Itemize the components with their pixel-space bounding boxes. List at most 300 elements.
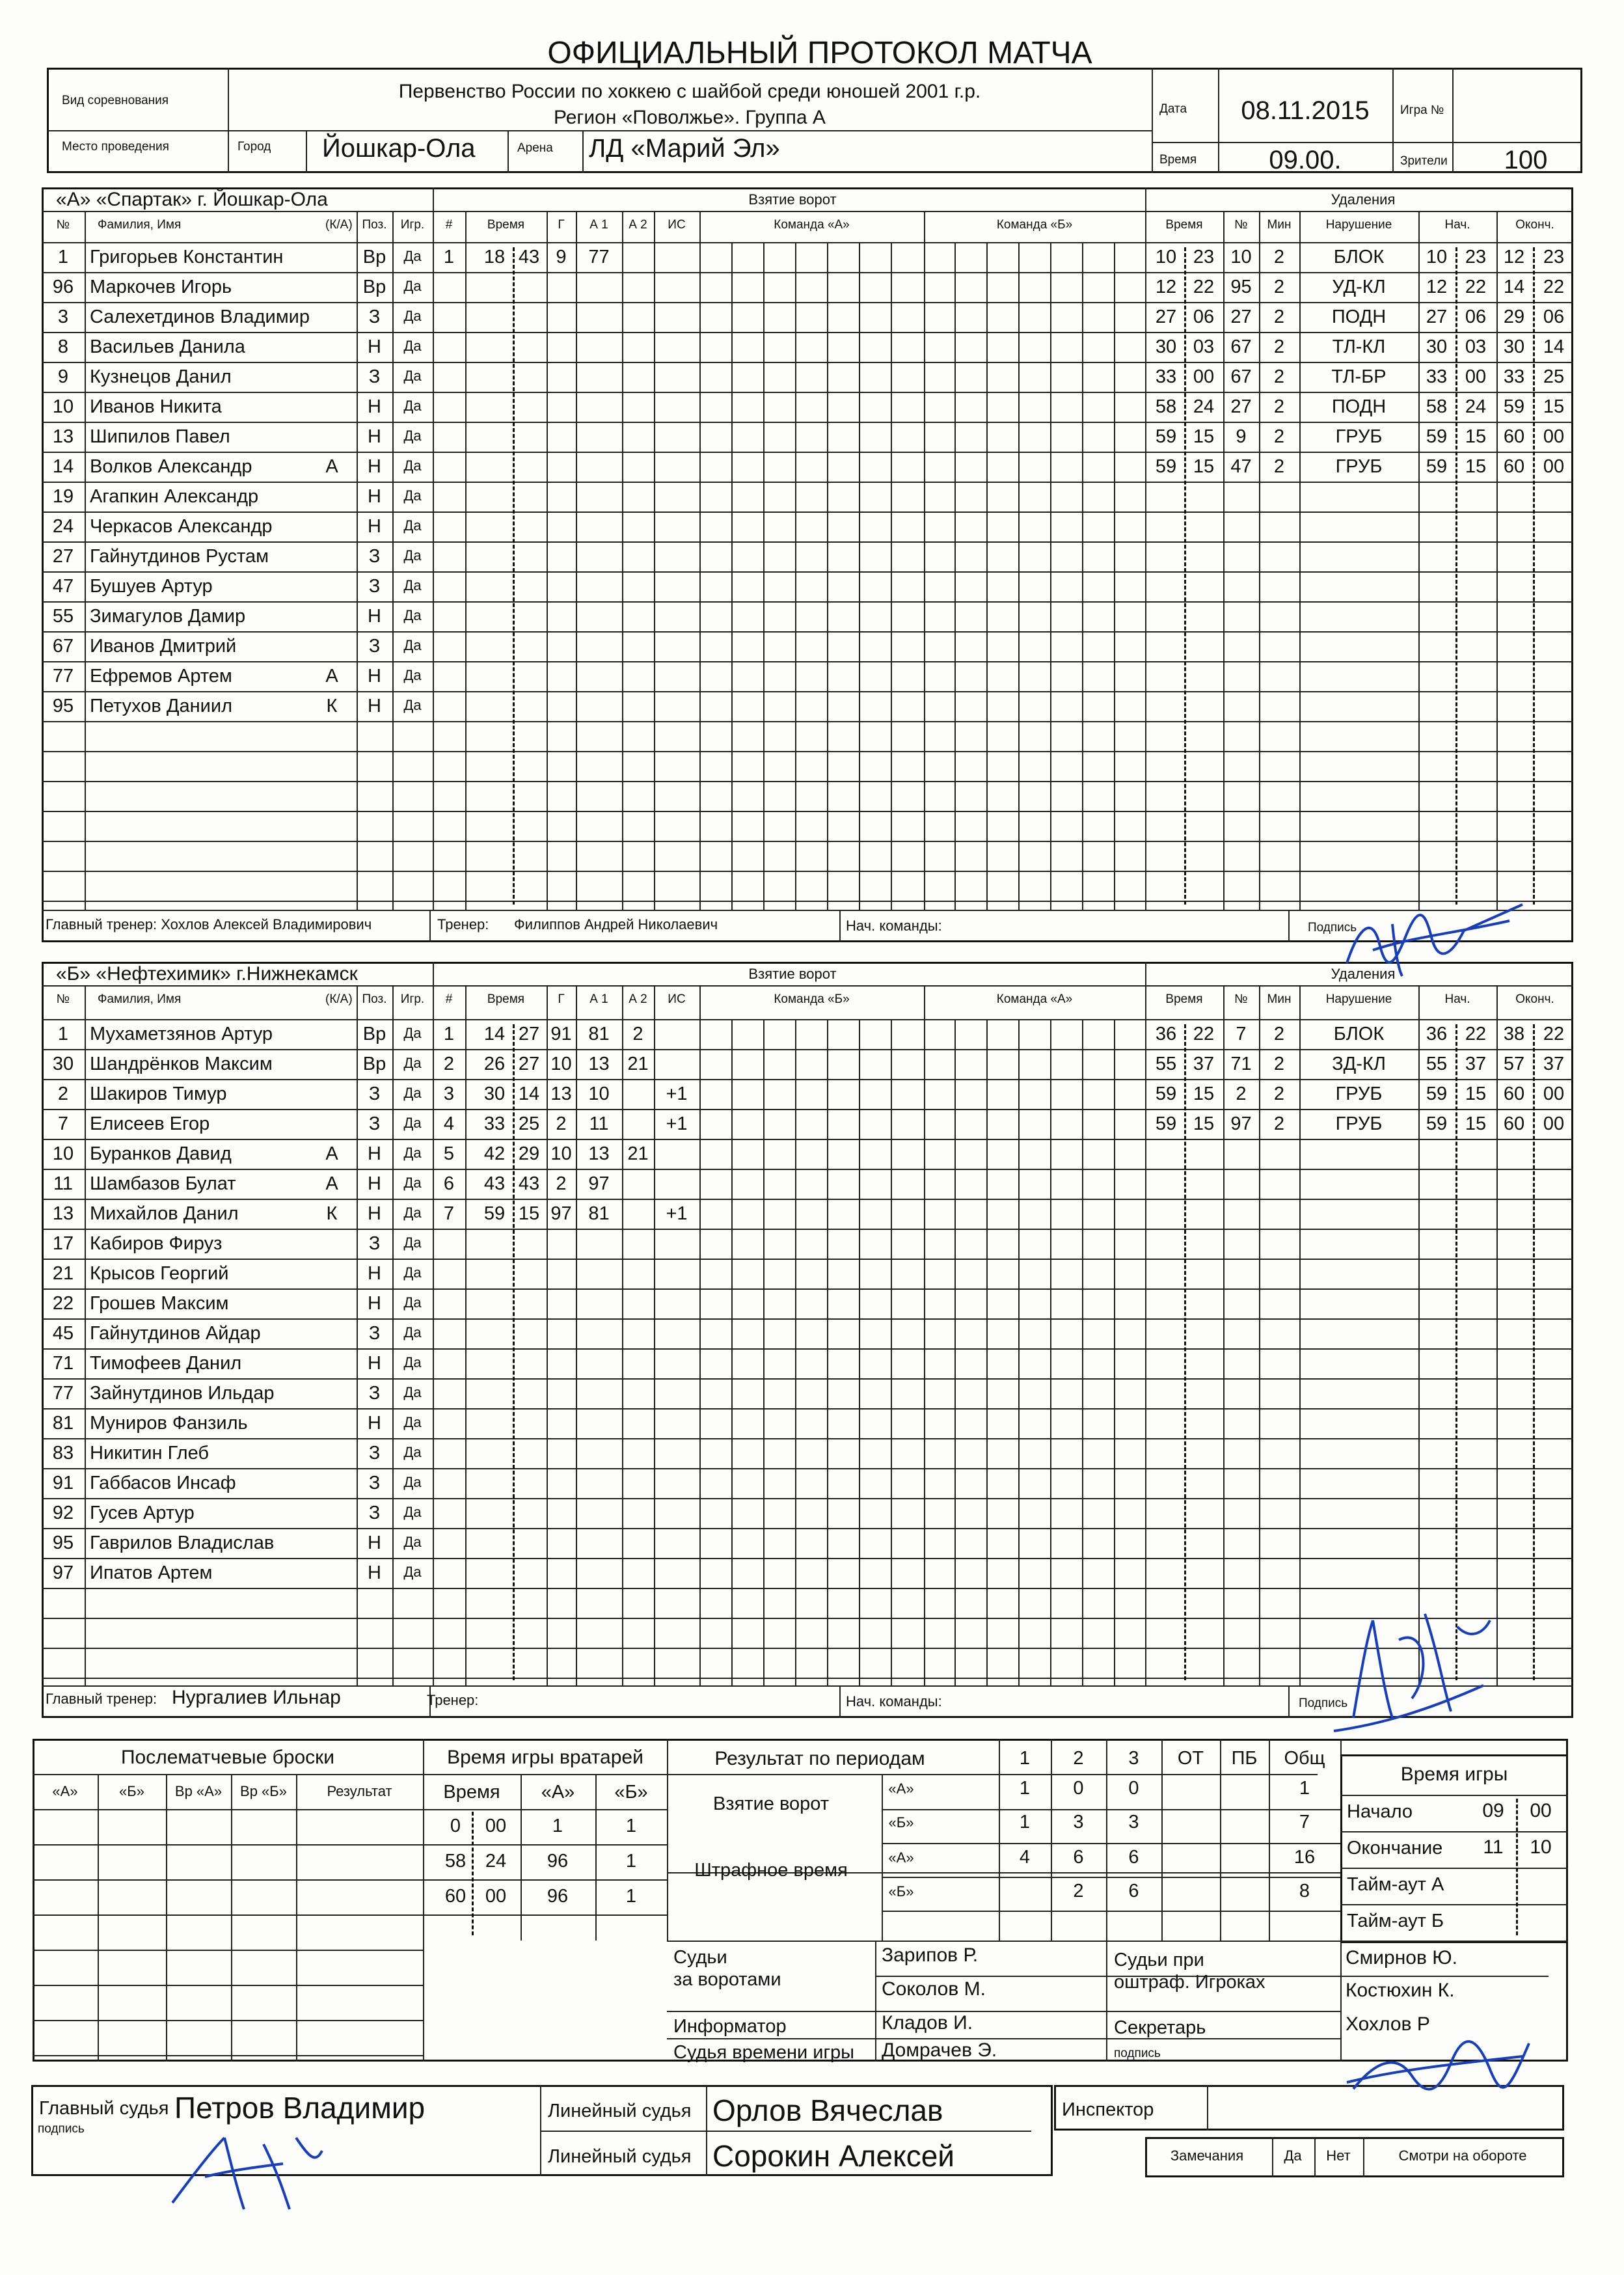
grid-line <box>667 1941 1340 1942</box>
date-label: Дата <box>1159 102 1187 116</box>
player-number: 9 <box>57 366 69 387</box>
header-pen-end: Оконч. <box>1515 218 1554 232</box>
penalty-minute: 55 <box>1155 1054 1177 1074</box>
competition-line1: Первенство России по хоккею с шайбой среди юношей 2001 г.р. <box>398 81 981 102</box>
penalty-infraction: ПОДН <box>1331 396 1387 417</box>
player-played: Да <box>403 1354 422 1370</box>
grid-line <box>1207 2085 1208 2131</box>
grid-line <box>357 211 358 910</box>
player-position: Н <box>368 666 381 687</box>
penbox-judge-2: Костюхин К. <box>1346 1980 1455 2001</box>
goal-assist1: 13 <box>588 1143 610 1164</box>
shootout-col: «Б» <box>119 1783 144 1799</box>
player-number: 55 <box>52 606 74 627</box>
player-played: Да <box>403 1294 422 1311</box>
penalty-infraction: ГРУБ <box>1335 1113 1383 1134</box>
goal-number: 3 <box>443 1083 455 1104</box>
grid-line <box>42 1199 1573 1200</box>
penalty-minute: 12 <box>1155 277 1177 297</box>
player-number: 83 <box>52 1443 74 1464</box>
grid-line <box>875 1941 876 2062</box>
time-separator <box>513 1024 515 1680</box>
timeout-b-label: Тайм-аут Б <box>1347 1911 1444 1931</box>
player-captain-mark: К <box>326 1203 338 1224</box>
grid-line <box>1145 962 1146 1685</box>
player-name: Елисеев Егор <box>90 1113 210 1134</box>
grid-line <box>33 1950 423 1951</box>
player-name: Грошев Максим <box>90 1293 229 1314</box>
goal-minute: 42 <box>483 1143 506 1164</box>
player-position: Н <box>368 1203 381 1224</box>
period-value: 1 <box>1019 1812 1031 1832</box>
period-value: 4 <box>1019 1847 1031 1868</box>
player-name: Кузнецов Данил <box>90 366 232 387</box>
header-goal-num: # <box>445 218 453 232</box>
goal-minute: 59 <box>483 1203 506 1224</box>
player-number: 3 <box>57 307 69 327</box>
header-pen-time: Время <box>1165 992 1203 1006</box>
player-name: Михайлов Данил <box>90 1203 239 1224</box>
player-played: Да <box>403 278 422 294</box>
header-infraction: Нарушение <box>1325 218 1392 232</box>
signature-team-a <box>1334 898 1529 983</box>
time-separator <box>1184 1024 1186 1680</box>
header-pen-start: Нач. <box>1444 992 1470 1006</box>
player-played: Да <box>403 1474 422 1490</box>
penalty-end-second: 00 <box>1543 1113 1565 1134</box>
penalty-start-second: 15 <box>1465 426 1487 447</box>
gk-team-a: 96 <box>547 1851 569 1872</box>
goals-title: Взятие ворот <box>748 191 837 208</box>
grid-line <box>1299 985 1301 1685</box>
goals-label: Взятие ворот <box>712 1793 830 1814</box>
grid-line <box>1496 985 1498 1685</box>
arena-value: ЛД «Марий Эл» <box>589 134 780 163</box>
penalty-minutes: 2 <box>1273 456 1285 477</box>
player-position: Вр <box>362 277 386 297</box>
header-gk-team2: Команда «Б» <box>996 218 1073 232</box>
period-result-title: Результат по периодам <box>714 1748 925 1769</box>
penalty-minutes: 2 <box>1273 1113 1285 1134</box>
player-position: Н <box>368 396 381 417</box>
player-name: Ипатов Артем <box>90 1562 213 1583</box>
grid-line <box>42 841 1573 842</box>
penalty-minutes: 2 <box>1273 247 1285 267</box>
player-played: Да <box>403 1055 422 1071</box>
player-number: 95 <box>52 1533 74 1553</box>
grid-line <box>1340 1904 1568 1905</box>
player-played: Да <box>403 1324 422 1341</box>
time-separator <box>1533 247 1535 905</box>
inspector-label: Инспектор <box>1062 2099 1154 2120</box>
grid-line <box>954 242 956 910</box>
player-position: З <box>368 307 381 327</box>
player-number: 71 <box>52 1353 74 1374</box>
penalty-end-second: 22 <box>1543 277 1565 297</box>
grid-line <box>1340 1941 1568 1942</box>
penalty-player: 9 <box>1236 426 1247 447</box>
goal-number: 4 <box>443 1113 455 1134</box>
goal-assist1: 77 <box>588 247 610 267</box>
penalty-end-minute: 57 <box>1503 1054 1525 1074</box>
grid-line <box>85 211 86 910</box>
grid-line <box>42 1318 1573 1320</box>
period-team-label: «Б» <box>888 1883 914 1900</box>
player-position: Н <box>368 1413 381 1434</box>
penalty-minutes: 2 <box>1273 426 1285 447</box>
penalty-second: 24 <box>1193 396 1215 417</box>
grid-line <box>357 985 358 1685</box>
penalty-minute: 59 <box>1155 456 1177 477</box>
grid-line <box>33 1879 423 1881</box>
grid-line <box>42 422 1573 423</box>
period-value: 6 <box>1128 1847 1139 1868</box>
penalty-end-minute: 59 <box>1503 396 1525 417</box>
header-pen-num: № <box>1234 992 1248 1006</box>
grid-line <box>42 601 1573 603</box>
gk-team-a: 1 <box>552 1816 563 1836</box>
grid-line <box>42 362 1573 363</box>
grid-line <box>433 962 434 1685</box>
penalty-minute: 58 <box>1155 396 1177 417</box>
player-name: Зимагулов Дамир <box>90 606 246 627</box>
penalty-end-minute: 60 <box>1503 426 1525 447</box>
time-separator <box>1516 1799 1518 1935</box>
player-number: 11 <box>53 1173 74 1194</box>
header-assist1: А 1 <box>589 992 608 1006</box>
player-played: Да <box>403 338 422 354</box>
goal-number: 1 <box>443 247 455 267</box>
grid-line <box>33 1774 1318 1775</box>
linesman-1: Орлов Вячеслав <box>712 2093 943 2127</box>
penalty-end-minute: 60 <box>1503 1083 1525 1104</box>
grid-line <box>1018 1019 1020 1685</box>
chief-referee-label: Главный судья <box>39 2098 169 2119</box>
grid-line <box>547 211 548 910</box>
penalty-second: 06 <box>1193 307 1215 327</box>
grid-line <box>423 1739 424 2062</box>
penalty-second: 03 <box>1193 336 1215 357</box>
player-number: 21 <box>52 1263 74 1284</box>
player-name: Григорьев Константин <box>90 247 284 267</box>
gk-time-col: «А» <box>541 1782 575 1803</box>
grid-line <box>98 1774 99 2062</box>
arena-label: Арена <box>517 141 553 155</box>
header-assist1: А 1 <box>589 218 608 232</box>
grid-line <box>42 272 1573 273</box>
player-number: 47 <box>52 576 74 597</box>
penbox-label-2: оштраф. Игроках <box>1114 1972 1265 1993</box>
goal-situation: +1 <box>666 1083 688 1104</box>
venue-label: Место проведения <box>62 140 169 154</box>
player-name: Бушуев Артур <box>90 576 213 597</box>
goal-number: 5 <box>443 1143 455 1164</box>
player-name: Волков Александр <box>90 456 252 477</box>
player-name: Маркочев Игорь <box>90 277 232 297</box>
penalty-end-minute: 30 <box>1503 336 1525 357</box>
grid-line <box>954 1019 956 1685</box>
penalty-start-minute: 59 <box>1426 456 1448 477</box>
penalty-second: 23 <box>1193 247 1215 267</box>
penalty-start-second: 23 <box>1465 247 1487 267</box>
shootout-col: Вр «Б» <box>240 1783 287 1799</box>
header-goal-scorer: Г <box>558 218 565 232</box>
goal-assist1: 97 <box>588 1173 610 1194</box>
penalties-title: Удаления <box>1331 191 1396 208</box>
grid-line <box>1418 211 1420 910</box>
player-position: Вр <box>362 1024 386 1044</box>
player-number: 45 <box>52 1323 74 1344</box>
penalty-end-minute: 38 <box>1503 1024 1525 1044</box>
grid-line <box>1418 985 1420 1685</box>
player-position: Н <box>368 1353 381 1374</box>
gk-team-b: 1 <box>625 1851 637 1872</box>
remarks-no: Нет <box>1326 2147 1351 2164</box>
player-played: Да <box>403 1025 422 1041</box>
linesman-label-2: Линейный судья <box>548 2146 692 2167</box>
player-position: Н <box>368 516 381 537</box>
goal-number: 2 <box>443 1054 455 1074</box>
penalty-start-minute: 33 <box>1426 366 1448 387</box>
time-separator <box>1184 247 1186 905</box>
head-coach-b: Нургалиев Ильнар <box>172 1687 341 1708</box>
period-col: Общ <box>1284 1748 1325 1769</box>
grid-line <box>33 2020 423 2021</box>
header-ka: (К/А) <box>325 218 353 232</box>
grid-line <box>1272 2137 1273 2177</box>
player-played: Да <box>403 1414 422 1430</box>
grid-line <box>763 242 765 910</box>
period-value: 1 <box>1299 1778 1310 1799</box>
grid-line <box>42 1019 1573 1020</box>
grid-line <box>33 1914 423 1916</box>
grid-line <box>986 1019 988 1685</box>
grid-line <box>42 452 1573 453</box>
header-pen-num: № <box>1234 218 1248 232</box>
header-gk-team2: Команда «А» <box>996 992 1073 1006</box>
grid-line <box>42 721 1573 722</box>
goal-second: 29 <box>518 1143 540 1164</box>
header-gk-team1: Команда «Б» <box>774 992 850 1006</box>
penalty-second: 15 <box>1193 1083 1215 1104</box>
goal-assist2: 21 <box>627 1054 649 1074</box>
header-assist2: А 2 <box>629 992 647 1006</box>
header-pos: Поз. <box>362 992 387 1006</box>
grid-line <box>1496 211 1498 910</box>
player-number: 19 <box>52 486 74 507</box>
informer: Кладов И. <box>882 2012 973 2034</box>
goal-minute: 43 <box>483 1173 506 1194</box>
grid-line <box>1299 211 1301 910</box>
grid-line <box>42 392 1573 393</box>
start-minute: 00 <box>1530 1800 1552 1821</box>
penalty-second: 00 <box>1193 366 1215 387</box>
player-position: З <box>368 366 381 387</box>
penalty-end-second: 14 <box>1543 336 1565 357</box>
goal-second: 25 <box>518 1113 540 1134</box>
header-game-situation: ИС <box>668 992 686 1006</box>
grid-line <box>827 1019 828 1685</box>
player-position: З <box>368 1233 381 1254</box>
chief-referee: Петров Владимир <box>174 2091 426 2125</box>
timekeeper: Домрачев Э. <box>882 2039 997 2061</box>
team-manager-label-b: Нач. команды: <box>846 1693 942 1710</box>
grid-line <box>42 1348 1573 1350</box>
penalty-end-second: 00 <box>1543 426 1565 447</box>
linesman-label-1: Линейный судья <box>548 2101 692 2121</box>
player-position: Н <box>368 1562 381 1583</box>
penalty-start-minute: 59 <box>1426 426 1448 447</box>
penalty-end-second: 15 <box>1543 396 1565 417</box>
grid-line <box>42 1229 1573 1230</box>
penalty-minutes: 2 <box>1273 1024 1285 1044</box>
grid-line <box>1223 985 1225 1685</box>
goal-minute: 14 <box>483 1024 506 1044</box>
player-number: 67 <box>52 636 74 657</box>
time-value: 09.00. <box>1269 146 1342 174</box>
grid-line <box>891 242 892 910</box>
player-name: Черкасов Александр <box>90 516 273 537</box>
player-position: Вр <box>362 247 386 267</box>
goal-second: 15 <box>518 1203 540 1224</box>
player-position: З <box>368 1473 381 1493</box>
goal-scorer: 13 <box>550 1083 572 1104</box>
penalty-minutes: 2 <box>1273 1054 1285 1074</box>
penalty-end-minute: 60 <box>1503 1113 1525 1134</box>
penalty-end-second: 06 <box>1543 307 1565 327</box>
player-name: Гайнутдинов Рустам <box>90 546 269 567</box>
player-name: Агапкин Александр <box>90 486 259 507</box>
penalty-second: 22 <box>1193 1024 1215 1044</box>
player-captain-mark: А <box>325 666 338 687</box>
grid-line <box>42 1109 1573 1110</box>
penalty-infraction: ГРУБ <box>1335 456 1383 477</box>
grid-line <box>827 242 828 910</box>
player-position: Н <box>368 1533 381 1553</box>
grid-line <box>42 541 1573 543</box>
grid-line <box>42 1288 1573 1290</box>
goal-second: 43 <box>518 1173 540 1194</box>
player-name: Шамбазов Булат <box>90 1173 236 1194</box>
remarks-see-back: Смотри на обороте <box>1398 2147 1527 2164</box>
player-position: Вр <box>362 1054 386 1074</box>
player-name: Петухов Даниил <box>90 696 232 716</box>
penalty-player: 71 <box>1230 1054 1252 1074</box>
protocol-title: ОФИЦИАЛЬНЫЙ ПРОТОКОЛ МАТЧА <box>547 36 1092 70</box>
grid-line <box>882 1809 1340 1810</box>
grid-line <box>42 811 1573 812</box>
player-played: Да <box>403 1534 422 1550</box>
penalty-infraction: ГРУБ <box>1335 426 1383 447</box>
secretary-sign-label: подпись <box>1114 2047 1161 2060</box>
penalty-minutes: 2 <box>1273 366 1285 387</box>
grid-line <box>42 985 1573 987</box>
player-position: З <box>368 1503 381 1523</box>
goal-situation: +1 <box>666 1203 688 1224</box>
grid-line <box>423 1879 667 1881</box>
player-played: Да <box>403 1115 422 1131</box>
penalty-start-minute: 59 <box>1426 1113 1448 1134</box>
player-name: Шакиров Тимур <box>90 1083 227 1104</box>
penalty-minutes: 2 <box>1273 336 1285 357</box>
penalties-title: Удаления <box>1331 966 1396 982</box>
penalty-start-minute: 58 <box>1426 396 1448 417</box>
period-value: 0 <box>1128 1778 1139 1799</box>
grid-line <box>42 332 1573 333</box>
header-played: Игр. <box>400 992 425 1006</box>
grid-line <box>540 2131 1031 2132</box>
goal-minute: 26 <box>483 1054 506 1074</box>
time-separator <box>472 1812 474 1935</box>
header-name: Фамилия, Имя <box>98 218 182 232</box>
player-played: Да <box>403 1264 422 1281</box>
grid-line <box>423 1844 667 1846</box>
player-number: 92 <box>52 1503 74 1523</box>
goal-scorer: 9 <box>556 247 567 267</box>
player-played: Да <box>403 547 422 564</box>
penalty-second: 15 <box>1193 456 1215 477</box>
player-number: 22 <box>52 1293 74 1314</box>
penalty-player: 67 <box>1230 366 1252 387</box>
grid-line <box>429 910 431 942</box>
player-number: 10 <box>52 1143 74 1164</box>
player-name: Мухаметзянов Артур <box>90 1024 273 1044</box>
player-number: 7 <box>57 1113 69 1134</box>
grid-line <box>42 691 1573 692</box>
penalty-second: 22 <box>1193 277 1215 297</box>
player-name: Гаврилов Владислав <box>90 1533 275 1553</box>
penalty-start-second: 22 <box>1465 277 1487 297</box>
player-name: Ефремов Артем <box>90 666 232 687</box>
header-pos: Поз. <box>362 218 387 232</box>
goal-scorer: 91 <box>550 1024 572 1044</box>
player-played: Да <box>403 368 422 384</box>
period-col: ПБ <box>1231 1748 1258 1769</box>
gk-time-title: Время игры вратарей <box>447 1747 643 1768</box>
time-separator <box>513 247 515 905</box>
gk-change-minute: 0 <box>450 1816 461 1836</box>
signature-secretary <box>1340 2013 1536 2108</box>
coach-label-b: Тренер: <box>427 1692 479 1708</box>
header-assist2: А 2 <box>629 218 647 232</box>
grid-line <box>42 1079 1573 1080</box>
gk-change-second: 00 <box>485 1886 507 1907</box>
goal-situation: +1 <box>666 1113 688 1134</box>
penalty-second: 37 <box>1193 1054 1215 1074</box>
grid-line <box>795 1019 796 1685</box>
grid-line <box>731 1019 733 1685</box>
header-pen-min: Мин <box>1267 218 1292 232</box>
penalty-minute: 27 <box>1155 307 1177 327</box>
timeout-a-label: Тайм-аут А <box>1347 1874 1444 1895</box>
time-separator <box>1455 247 1457 905</box>
start-hour: 09 <box>1482 1800 1504 1821</box>
grid-line <box>839 1685 841 1718</box>
secretary-label: Секретарь <box>1114 2017 1206 2038</box>
player-number: 14 <box>52 456 74 477</box>
remarks-yes: Да <box>1284 2147 1302 2164</box>
grid-line <box>42 302 1573 303</box>
grid-line <box>1106 1941 1107 2062</box>
goals-title: Взятие ворот <box>748 966 837 982</box>
penalty-minute: 59 <box>1155 1113 1177 1134</box>
penalty-end-minute: 12 <box>1503 247 1525 267</box>
player-played: Да <box>403 457 422 474</box>
goal-assist1: 13 <box>588 1054 610 1074</box>
penbox-label: Судьи при <box>1114 1950 1204 1970</box>
player-played: Да <box>403 517 422 534</box>
period-team-label: «А» <box>888 1849 914 1866</box>
